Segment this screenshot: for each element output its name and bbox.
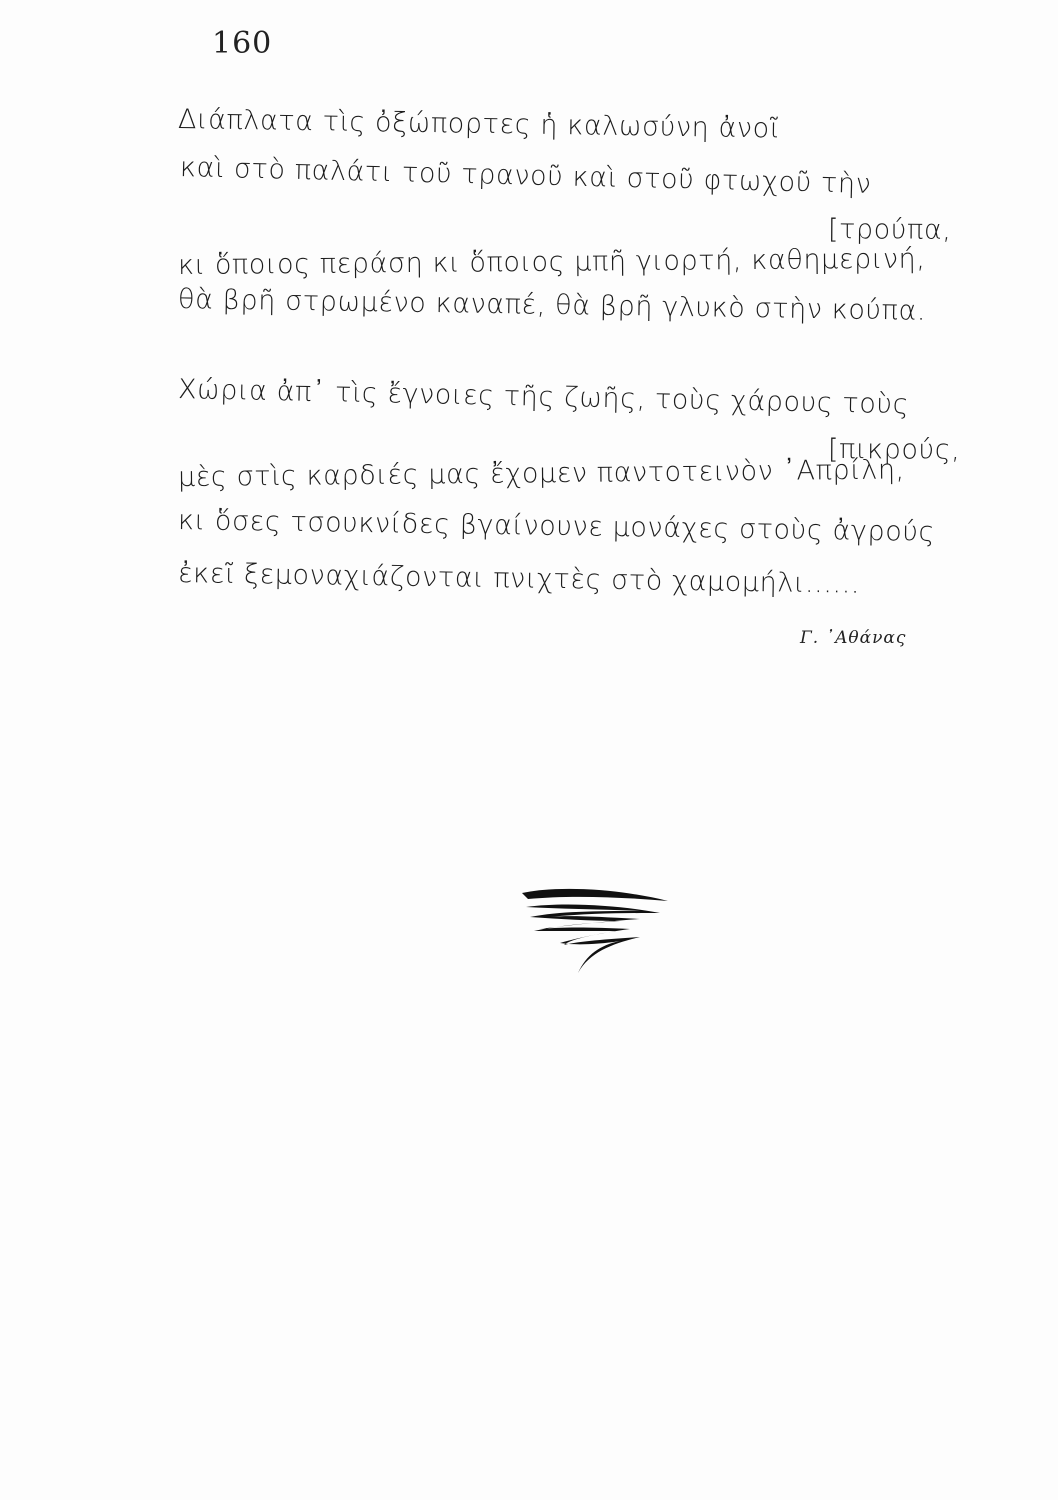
poem-line: κι ὅσες τσουκνίδες βγαίνουνε μονάχες στοὺς ἀγρούς (177, 505, 936, 548)
page-number: 160 (212, 26, 273, 61)
poem-line: θὰ βρῆ στρωμένο καναπέ, θὰ βρῆ γλυκὸ στὴν κούπα. (177, 284, 927, 327)
poem-line: κι ὅποιος περάση κι ὅποιος μπῆ γιορτή, καθημερινή, (177, 243, 926, 281)
poem-line: Διάπλατα τὶς ὀξώπορτες ἡ καλωσύνη ἀνοῖ (177, 104, 780, 145)
poem-line: Χώρια ἀπ᾿ τὶς ἔγνοιες τῆς ζωῆς, τοὺς χάρους τοὺς (177, 374, 910, 421)
poem-line-continuation: [πικρούς, (827, 434, 961, 466)
poem-line: μὲς στὶς καρδιές μας ἔχομεν παντοτεινὸν ᾿Απρίλη, (177, 454, 905, 493)
poem-line: ἐκεῖ ξεμοναχιάζονται πνιχτὲς στὸ χαμομήλι...... (177, 558, 861, 600)
zigzag-flourish-icon (520, 885, 670, 985)
poem-line: καὶ στὸ παλάτι τοῦ τρανοῦ καὶ στοῦ φτωχοῦ τὴν (179, 152, 872, 200)
poem-line-continuation: [τρούπα, (827, 214, 952, 246)
author-signature: Γ. ᾿Αθάνας (800, 628, 907, 648)
